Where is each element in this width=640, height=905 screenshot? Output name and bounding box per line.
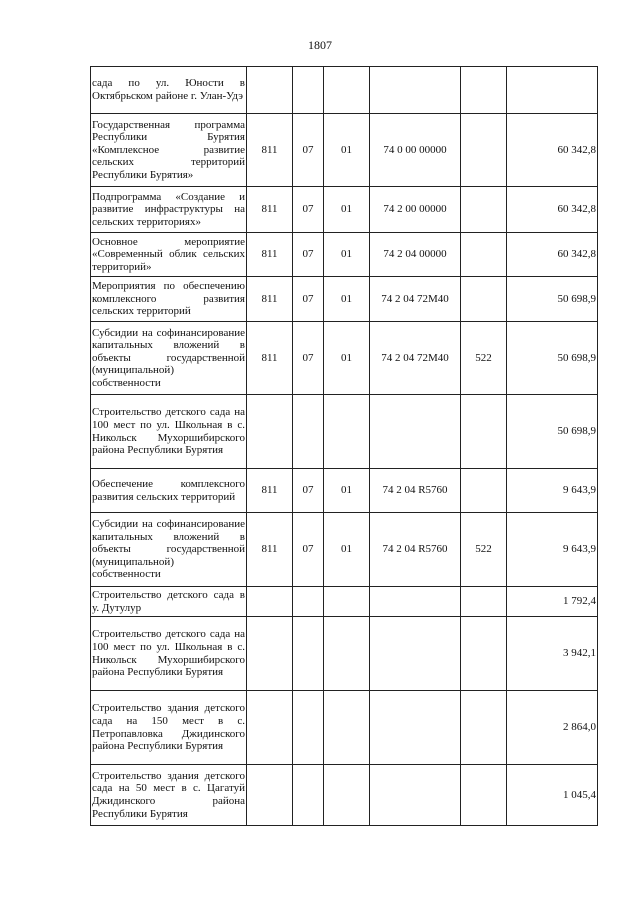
target-article-cell — [370, 67, 461, 114]
row-name-cell: Строительство детского сада на 100 мест по ул. Школьная в с. Никольск Мухоршибирского района Республики Бурятия — [91, 395, 247, 469]
target-article-cell — [370, 691, 461, 765]
table-row — [91, 587, 598, 617]
expense-type-cell — [461, 277, 507, 322]
row-name-cell: Государственная программа Республики Бурятия «Комплексное развитие сельских территорий Республики Бурятия» — [91, 114, 247, 187]
expense-type-cell — [461, 233, 507, 277]
amount-cell: 60 342,8 — [507, 233, 598, 277]
section-code-cell — [293, 691, 324, 765]
amount-cell: 60 342,8 — [507, 187, 598, 233]
amount-cell: 2 864,0 — [507, 691, 598, 765]
ministry-code-cell: 811 — [247, 277, 293, 322]
row-name-cell: Основное мероприятие «Современный облик сельских территорий» — [91, 233, 247, 277]
subsection-code-cell: 01 — [324, 277, 370, 322]
amount-cell: 50 698,9 — [507, 322, 598, 395]
amount-cell: 9 643,9 — [507, 513, 598, 587]
table-row — [91, 114, 598, 187]
amount-cell — [507, 67, 598, 114]
section-code-cell: 07 — [293, 233, 324, 277]
expense-type-cell — [461, 469, 507, 513]
target-article-cell: 74 2 04 R5760 — [370, 513, 461, 587]
subsection-code-cell: 01 — [324, 233, 370, 277]
expense-type-cell — [461, 617, 507, 691]
target-article-cell: 74 2 04 00000 — [370, 233, 461, 277]
expense-type-cell — [461, 691, 507, 765]
subsection-code-cell — [324, 395, 370, 469]
ministry-code-cell: 811 — [247, 513, 293, 587]
amount-cell: 1 045,4 — [507, 765, 598, 826]
expense-type-cell — [461, 114, 507, 187]
subsection-code-cell: 01 — [324, 322, 370, 395]
expense-type-cell — [461, 67, 507, 114]
subsection-code-cell — [324, 691, 370, 765]
table-row — [91, 513, 598, 587]
expense-type-cell — [461, 395, 507, 469]
target-article-cell — [370, 765, 461, 826]
expense-type-cell: 522 — [461, 513, 507, 587]
amount-cell: 1 792,4 — [507, 587, 598, 617]
target-article-cell: 74 2 04 72М40 — [370, 277, 461, 322]
row-name-cell: сада по ул. Юности в Октябрьском районе г. Улан-Удэ — [91, 67, 247, 114]
target-article-cell — [370, 395, 461, 469]
table-row — [91, 187, 598, 233]
row-name-cell: Мероприятия по обеспечению комплексного развития сельских территорий — [91, 277, 247, 322]
table-row — [91, 322, 598, 395]
target-article-cell: 74 2 04 72М40 — [370, 322, 461, 395]
row-name-cell: Строительство детского сада на 100 мест по ул. Школьная в с. Никольск Мухоршибирского района Республики Бурятия — [91, 617, 247, 691]
subsection-code-cell: 01 — [324, 187, 370, 233]
ministry-code-cell — [247, 587, 293, 617]
amount-cell: 50 698,9 — [507, 395, 598, 469]
section-code-cell — [293, 587, 324, 617]
budget-table — [90, 66, 598, 826]
section-code-cell: 07 — [293, 187, 324, 233]
amount-cell: 50 698,9 — [507, 277, 598, 322]
amount-cell: 60 342,8 — [507, 114, 598, 187]
ministry-code-cell: 811 — [247, 469, 293, 513]
ministry-code-cell — [247, 765, 293, 826]
ministry-code-cell — [247, 617, 293, 691]
ministry-code-cell: 811 — [247, 233, 293, 277]
section-code-cell — [293, 765, 324, 826]
table-row — [91, 67, 598, 114]
row-name-cell: Строительство здания детского сада на 50 мест в с. Цагатуй Джидинского района Республики Бурятия — [91, 765, 247, 826]
target-article-cell — [370, 587, 461, 617]
subsection-code-cell — [324, 587, 370, 617]
section-code-cell: 07 — [293, 114, 324, 187]
subsection-code-cell: 01 — [324, 114, 370, 187]
amount-cell: 3 942,1 — [507, 617, 598, 691]
subsection-code-cell: 01 — [324, 513, 370, 587]
table-row — [91, 233, 598, 277]
section-code-cell: 07 — [293, 277, 324, 322]
amount-cell: 9 643,9 — [507, 469, 598, 513]
subsection-code-cell — [324, 67, 370, 114]
page-number: 1807 — [308, 38, 332, 52]
section-code-cell: 07 — [293, 322, 324, 395]
row-name-cell: Подпрограмма «Создание и развитие инфраструктуры на сельских территориях» — [91, 187, 247, 233]
ministry-code-cell — [247, 691, 293, 765]
table-row — [91, 469, 598, 513]
table-row — [91, 617, 598, 691]
row-name-cell: Субсидии на софинансирование капитальных вложений в объекты государственной (муниципальной) собственности — [91, 322, 247, 395]
expense-type-cell — [461, 765, 507, 826]
subsection-code-cell — [324, 617, 370, 691]
expense-type-cell — [461, 587, 507, 617]
table-row — [91, 765, 598, 826]
section-code-cell — [293, 617, 324, 691]
section-code-cell — [293, 395, 324, 469]
table-row — [91, 691, 598, 765]
ministry-code-cell — [247, 67, 293, 114]
table-row — [91, 277, 598, 322]
subsection-code-cell — [324, 765, 370, 826]
section-code-cell — [293, 67, 324, 114]
ministry-code-cell — [247, 395, 293, 469]
row-name-cell: Строительство детского сада в у. Дутулур — [91, 587, 247, 617]
row-name-cell: Строительство здания детского сада на 150 мест в с. Петропавловка Джидинского района Республики Бурятия — [91, 691, 247, 765]
subsection-code-cell: 01 — [324, 469, 370, 513]
expense-type-cell: 522 — [461, 322, 507, 395]
ministry-code-cell: 811 — [247, 114, 293, 187]
section-code-cell: 07 — [293, 513, 324, 587]
section-code-cell: 07 — [293, 469, 324, 513]
target-article-cell: 74 2 04 R5760 — [370, 469, 461, 513]
ministry-code-cell: 811 — [247, 322, 293, 395]
ministry-code-cell: 811 — [247, 187, 293, 233]
table-row — [91, 395, 598, 469]
target-article-cell: 74 0 00 00000 — [370, 114, 461, 187]
target-article-cell: 74 2 00 00000 — [370, 187, 461, 233]
target-article-cell — [370, 617, 461, 691]
row-name-cell: Субсидии на софинансирование капитальных вложений в объекты государственной (муниципальной) собственности — [91, 513, 247, 587]
expense-type-cell — [461, 187, 507, 233]
row-name-cell: Обеспечение комплексного развития сельских территорий — [91, 469, 247, 513]
